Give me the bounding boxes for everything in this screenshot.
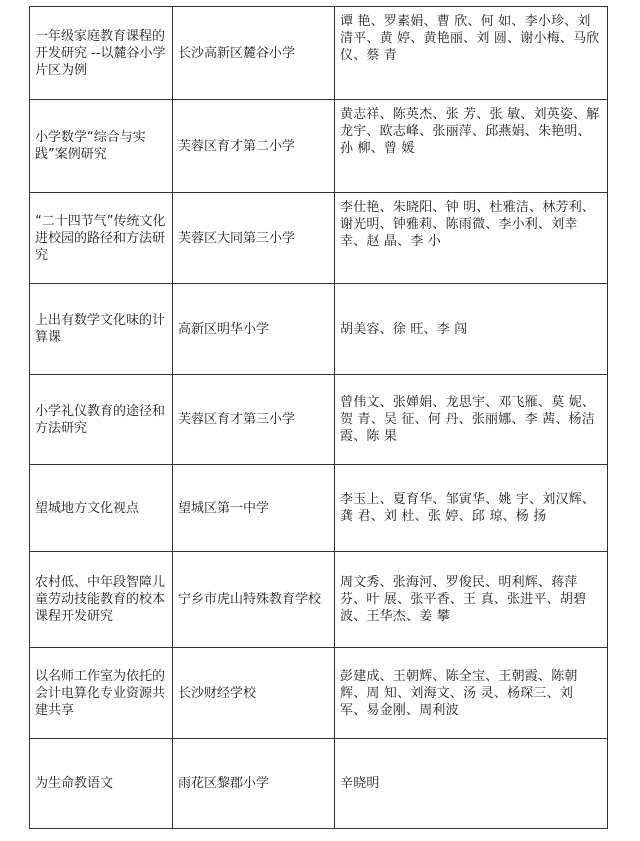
member-list: 谭 艳、罗素娟、曹 欣、何 如、李小珍、刘清平、黄 婷、黄艳丽、刘 圆、谢小梅、马欣仪、蔡 青 xyxy=(335,7,608,100)
table-row xyxy=(30,375,608,465)
member-list: 周文秀、张海河、罗俊民、明利辉、蒋萍芬、叶 展、张平香、王 真、张进平、胡碧波、王华杰、姜 攀 xyxy=(335,552,608,648)
table-row xyxy=(30,100,608,193)
table-row xyxy=(30,284,608,375)
member-list: 李玉上、夏育华、邹寅华、姚 宇、刘汉辉、龚 君、刘 杜、张 婷、邱 琼、杨 扬 xyxy=(335,465,608,552)
table-row xyxy=(30,648,608,739)
table-row xyxy=(30,7,608,100)
member-list: 黄志祥、陈英杰、张 芳、张 敏、刘英姿、解龙宇、欧志峰、张丽萍、邱燕娟、朱艳明、孙 柳、曾 媛 xyxy=(335,100,608,193)
project-title: 以名师工作室为依托的会计电算化专业资源共建共享 xyxy=(30,648,173,739)
school-name: 长沙财经学校 xyxy=(173,648,335,739)
school-name: 雨花区黎郡小学 xyxy=(173,739,335,829)
project-table xyxy=(29,6,608,829)
project-title: “二十四节气”传统文化进校园的路径和方法研究 xyxy=(30,193,173,284)
school-name: 高新区明华小学 xyxy=(173,284,335,375)
project-title: 为生命教语文 xyxy=(30,739,173,829)
school-name: 芙蓉区大同第三小学 xyxy=(173,193,335,284)
table-row xyxy=(30,465,608,552)
project-title: 农村低、中年段智障儿童劳动技能教育的校本课程开发研究 xyxy=(30,552,173,648)
school-name: 芙蓉区育才第二小学 xyxy=(173,100,335,193)
project-title: 小学礼仪教育的途径和方法研究 xyxy=(30,375,173,465)
table-row xyxy=(30,739,608,829)
school-name: 长沙高新区麓谷小学 xyxy=(173,7,335,100)
table-row xyxy=(30,552,608,648)
table-row xyxy=(30,193,608,284)
school-name: 宁乡市虎山特殊教育学校 xyxy=(173,552,335,648)
member-list: 曾伟文、张婵娟、龙思宇、邓飞雁、莫 妮、贺 青、吴 征、何 丹、张丽娜、李 茜、杨洁霞、陈 果 xyxy=(335,375,608,465)
project-title: 小学数学“综合与实践”案例研究 xyxy=(30,100,173,193)
project-title: 一年级家庭教育课程的开发研究 --以麓谷小学片区为例 xyxy=(30,7,173,100)
member-list: 辛晓明 xyxy=(335,739,608,829)
member-list: 胡美容、徐 旺、李 闯 xyxy=(335,284,608,375)
project-title: 望城地方文化视点 xyxy=(30,465,173,552)
school-name: 望城区第一中学 xyxy=(173,465,335,552)
project-title: 上出有数学文化味的计算课 xyxy=(30,284,173,375)
member-list: 彭建成、王朝辉、陈全宝、王朝霞、陈朝辉、周 知、刘海文、汤 灵、杨琛三、刘 军、易金刚、周利波 xyxy=(335,648,608,739)
school-name: 芙蓉区育才第三小学 xyxy=(173,375,335,465)
member-list: 李仕艳、朱晓阳、钟 明、杜雅洁、林芳利、谢光明、钟雅莉、陈雨微、李小利、刘幸幸、赵 晶、李 小 xyxy=(335,193,608,284)
